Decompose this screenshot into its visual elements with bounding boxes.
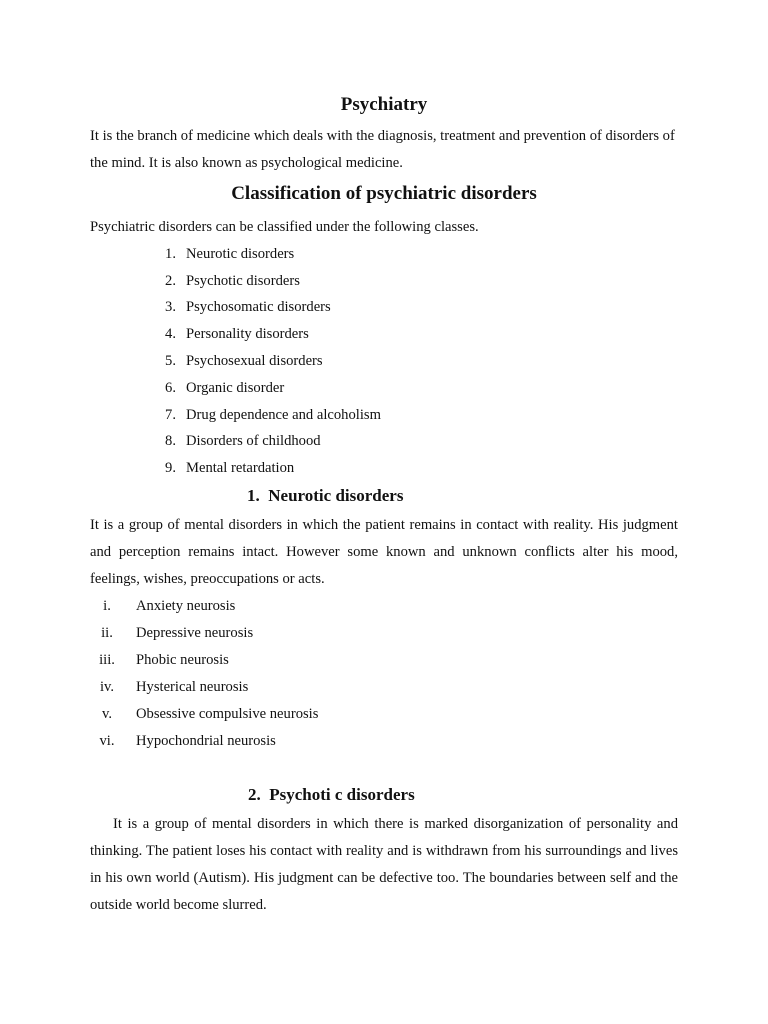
list-item-number: iii.: [99, 652, 115, 668]
list-item-number: 9.: [165, 460, 176, 476]
list-item-label: Neurotic disorders: [186, 246, 295, 262]
neurotic-heading: [247, 486, 403, 506]
section-heading-text: Neurotic disorders: [268, 486, 404, 505]
list-item-number: 2.: [165, 273, 176, 289]
list-item-label: Psychotic disorders: [186, 273, 300, 289]
psychotic-paragraph: It is a group of mental disorders in which there is marked disorganization of personality and thinking. The patient loses his contact with reality and is withdrawn from his surroundings and lives in his own world (Autism). His judgment can be defective too. The boundaries between self and the outside world become slurred.: [90, 816, 678, 913]
list-item-label: Hysterical neurosis: [136, 679, 249, 695]
list-item-label: Anxiety neurosis: [136, 598, 236, 614]
list-item-number: 8.: [165, 433, 176, 449]
list-item-label: Drug dependence and alcoholism: [186, 407, 381, 423]
intro-paragraph: It is the branch of medicine which deals with the diagnosis, treatment and prevention of disorders of the mind. It is also known as psychological medicine.: [90, 128, 675, 171]
neurotic-paragraph: It is a group of mental disorders in which the patient remains in contact with reality. His judgment and perception remains intact. However some known and unknown conflicts alter his mood, feelings, wishes, preoccupations or acts.: [90, 517, 678, 587]
list-item-label: Organic disorder: [186, 380, 285, 396]
list-item-number: v.: [102, 706, 112, 722]
list-item-label: Disorders of childhood: [186, 433, 321, 449]
list-item-number: vi.: [99, 733, 115, 749]
classification-heading: Classification of psychiatric disorders: [231, 183, 537, 204]
list-item-label: Hypochondrial neurosis: [136, 733, 276, 749]
list-item-label: Psychosomatic disorders: [186, 299, 331, 315]
classification-lead: Psychiatric disorders can be classified under the following classes.: [90, 219, 479, 235]
list-item-number: ii.: [101, 625, 113, 641]
list-item-number: 1.: [165, 246, 176, 262]
list-item-label: Mental retardation: [186, 460, 295, 476]
section-number: 1.: [247, 486, 260, 505]
psychotic-heading: [248, 785, 415, 805]
section-number: 2.: [248, 785, 261, 804]
list-item-number: 7.: [165, 407, 176, 423]
list-item-number: 4.: [165, 326, 176, 342]
list-item-label: Depressive neurosis: [136, 625, 254, 641]
section-heading-text: Psychoti c disorders: [269, 785, 415, 804]
page-title: Psychiatry: [340, 94, 428, 115]
list-item-label: Psychosexual disorders: [186, 353, 323, 369]
list-item-label: Obsessive compulsive neurosis: [136, 706, 319, 722]
list-item-number: iv.: [99, 679, 115, 695]
list-item-number: i.: [103, 598, 111, 614]
list-item-number: 5.: [165, 353, 176, 369]
list-item-number: 6.: [165, 380, 176, 396]
list-item-number: 3.: [165, 299, 176, 315]
list-item-label: Personality disorders: [186, 326, 309, 342]
list-item-label: Phobic neurosis: [136, 652, 229, 668]
